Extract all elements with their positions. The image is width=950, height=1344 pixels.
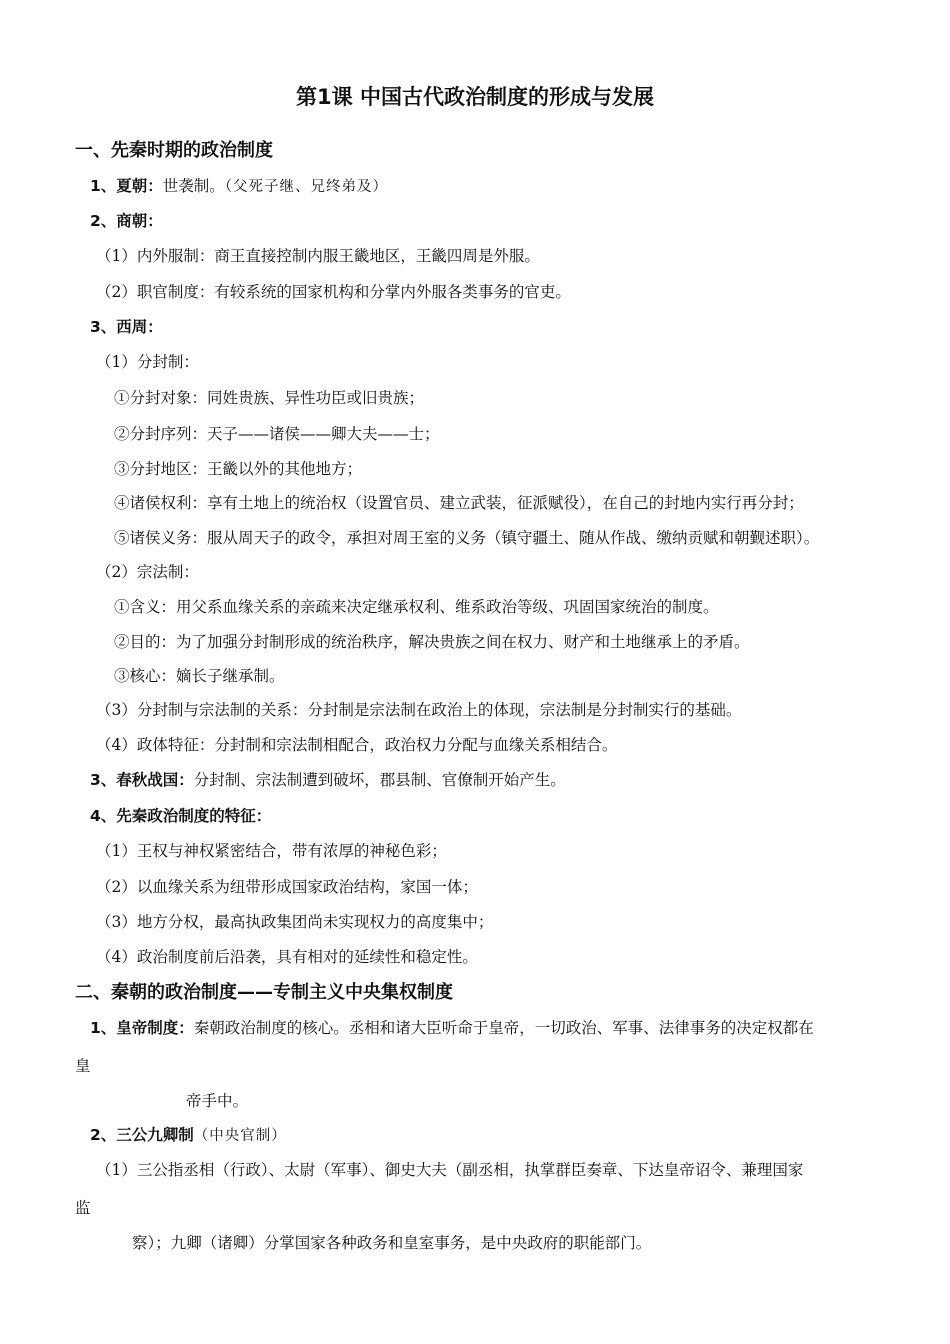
chunqiu-line [90, 769, 566, 791]
traits-item-1: （1）王权与神权紧密结合，带有浓厚的神秘色彩； [96, 842, 447, 860]
zongfa-item-2: ②目的：为了加强分封制形成的统治秩序，解决贵族之间在权力、财产和土地继承上的矛盾。 [114, 633, 750, 651]
sangong-line [90, 1124, 287, 1147]
xia-line [90, 175, 388, 198]
chunqiu-text: 分封制、宗法制遭到破坏，郡县制、官僚制开始产生。 [193, 771, 566, 789]
shang-item-2: （2）职官制度：有较系统的国家机构和分掌内外服各类事务的官吏。 [96, 283, 571, 301]
traits-item-3: （3）地方分权，最高执政集团尚未实现权力的高度集中； [96, 913, 494, 931]
sangong-text: （1）三公指丞相（行政）、太尉（军事）、御史大夫（副丞相，执掌群臣奏章、下达皇帝诏令、兼理国家 [96, 1161, 804, 1179]
zongfa-item-1: ①含义：用父系血缘关系的亲疏来决定继承权利、维系政治等级、巩固国家统治的制度。 [114, 598, 719, 616]
zongfa-item-3: ③核心：嫡长子继承制。 [114, 667, 285, 685]
traits-item-2: （2）以血缘关系为纽带形成国家政治结构，家国一体； [96, 878, 478, 896]
traits-item-4: （4）政治制度前后沿袭，具有相对的延续性和稳定性。 [96, 948, 478, 966]
xia-text: 世袭制。 [162, 177, 225, 195]
shang-label: 2、商朝： [90, 212, 163, 230]
traits-label: 4、先秦政治制度的特征： [90, 807, 272, 825]
fenfeng-item-2: ②分封序列：天子——诸侯——卿大夫——士； [114, 425, 440, 443]
fenfeng-item-3: ③分封地区：王畿以外的其他地方； [114, 460, 363, 478]
fenfeng-item-5: ⑤诸侯义务：服从周天子的政令，承担对周王室的义务（镇守疆土、随从作战、缴纳贡赋和朝觐述职）。 [114, 529, 820, 547]
fenfeng-item-4: ④诸侯权利：享有土地上的统治权（设置官员、建立武装，征派赋役），在自己的封地内实行再分封； [114, 494, 804, 512]
relation-line: （3）分封制与宗法制的关系：分封制是宗法制在政治上的体现，宗法制是分封制实行的基础。 [96, 701, 742, 719]
xizhou-label: 3、西周： [90, 318, 163, 336]
section-2-heading: 二、秦朝的政治制度——专制主义中央集权制度 [75, 982, 453, 1003]
sangong-label: 2、三公九卿制 [90, 1126, 194, 1144]
shang-item-1: （1）内外服制：商王直接控制内服王畿地区，王畿四周是外服。 [96, 247, 540, 265]
emperor-wrap: 皇 [75, 1057, 91, 1075]
sangong-wrap: 监 [75, 1199, 91, 1217]
emperor-line [90, 1017, 814, 1039]
sangong-cont: 察）；九卿（诸卿）分掌国家各种政务和皇室事务，是中央政府的职能部门。 [132, 1234, 652, 1252]
fenfeng-label: （1）分封制： [96, 353, 199, 371]
emperor-cont: 帝手中。 [186, 1092, 249, 1110]
fenfeng-item-1: ①分封对象：同姓贵族、异性功臣或旧贵族； [114, 389, 425, 407]
chunqiu-label: 3、春秋战国： [90, 771, 194, 789]
xia-label: 1、夏朝： [90, 177, 163, 195]
section-1-heading: 一、先秦时期的政治制度 [75, 140, 273, 161]
zongfa-label: （2）宗法制： [96, 563, 199, 581]
sangong-note: （中央官制） [193, 1128, 287, 1144]
xia-note: （父死子继、兄终弟及） [224, 179, 389, 195]
page-title: 第1课 中国古代政治制度的形成与发展 [296, 85, 654, 109]
emperor-text: 秦朝政治制度的核心。丞相和诸大臣听命于皇帝，一切政治、军事、法律事务的决定权都在 [193, 1019, 814, 1037]
emperor-label: 1、皇帝制度： [90, 1019, 194, 1037]
feature-line: （4）政体特征：分封制和宗法制相配合，政治权力分配与血缘关系相结合。 [96, 736, 618, 754]
